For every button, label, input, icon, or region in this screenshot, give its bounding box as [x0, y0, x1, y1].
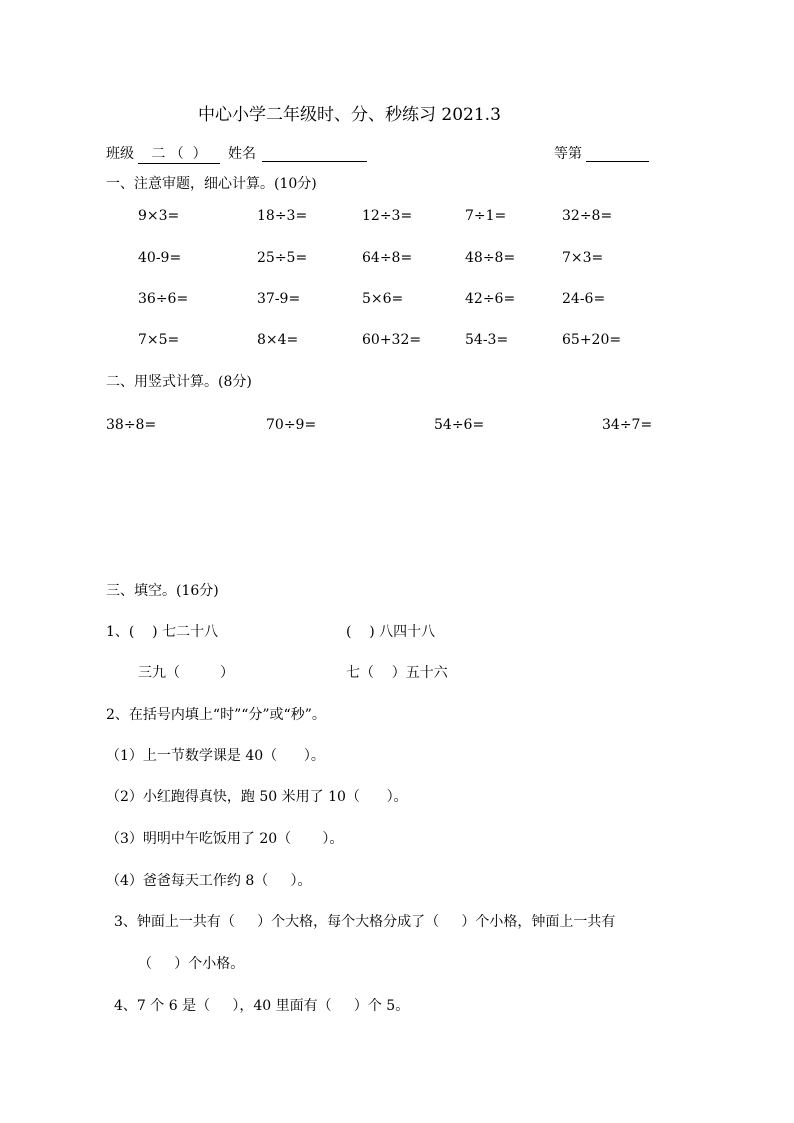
vertical-problem: 34÷7=	[602, 417, 653, 433]
problem: 7×3=	[562, 250, 604, 266]
name-field[interactable]	[262, 146, 367, 162]
question-3-line2: （ ）个小格。	[138, 956, 245, 972]
fill-item: 三九（ ）	[138, 665, 235, 681]
problem: 48÷8=	[465, 250, 516, 266]
name-label: 姓名	[228, 146, 256, 162]
section1-heading: 一、注意审题，细心计算。(10分)	[106, 176, 317, 192]
grade-field[interactable]	[586, 146, 649, 162]
problem: 12÷3=	[362, 208, 413, 224]
grade-label: 等第	[554, 146, 582, 162]
problem: 9×3=	[138, 208, 180, 224]
section3-heading: 三、填空。(16分)	[106, 583, 219, 599]
vertical-problem: 70÷9=	[266, 417, 317, 433]
class-field[interactable]: 二 （ ）	[138, 145, 220, 164]
problem: 37-9=	[257, 291, 301, 307]
problem: 65+20=	[562, 332, 622, 348]
problem: 64÷8=	[362, 250, 413, 266]
question-2-heading: 2、在括号内填上“时”“分”或“秒”。	[106, 707, 326, 723]
problem: 36÷6=	[138, 291, 189, 307]
fill-item: （3）明明中午吃饭用了 20（ ）。	[106, 831, 344, 847]
fill-item: 七（ ）五十六	[346, 665, 448, 681]
vertical-problem: 54÷6=	[434, 417, 485, 433]
problem: 5×6=	[362, 291, 404, 307]
fill-item: 1、( ) 七二十八	[106, 624, 219, 640]
problem: 60+32=	[362, 332, 422, 348]
fill-item: （1）上一节数学课是 40（ ）。	[106, 748, 325, 764]
question-4: 4、7 个 6 是（ ），40 里面有（ ）个 5。	[114, 998, 410, 1014]
fill-item: （2）小红跑得真快，跑 50 米用了 10（ ）。	[106, 789, 408, 805]
problem: 40-9=	[138, 250, 182, 266]
fill-item: ( ) 八四十八	[346, 624, 436, 640]
problem: 42÷6=	[465, 291, 516, 307]
problem: 7÷1=	[465, 208, 507, 224]
problem: 8×4=	[257, 332, 299, 348]
problem: 54-3=	[465, 332, 509, 348]
problem: 24-6=	[562, 291, 606, 307]
page-title: 中心小学二年级时、分、秒练习 2021.3	[198, 105, 501, 125]
fill-item: （4）爸爸每天工作约 8（ ）。	[106, 873, 312, 889]
problem: 32÷8=	[562, 208, 613, 224]
section2-heading: 二、用竖式计算。(8分)	[106, 374, 252, 390]
question-3-line1: 3、钟面上一共有（ ）个大格，每个大格分成了（ ）个小格，钟面上一共有	[114, 914, 616, 930]
problem: 25÷5=	[257, 250, 308, 266]
problem: 18÷3=	[257, 208, 308, 224]
class-label: 班级	[106, 146, 134, 162]
vertical-problem: 38÷8=	[106, 417, 157, 433]
problem: 7×5=	[138, 332, 180, 348]
